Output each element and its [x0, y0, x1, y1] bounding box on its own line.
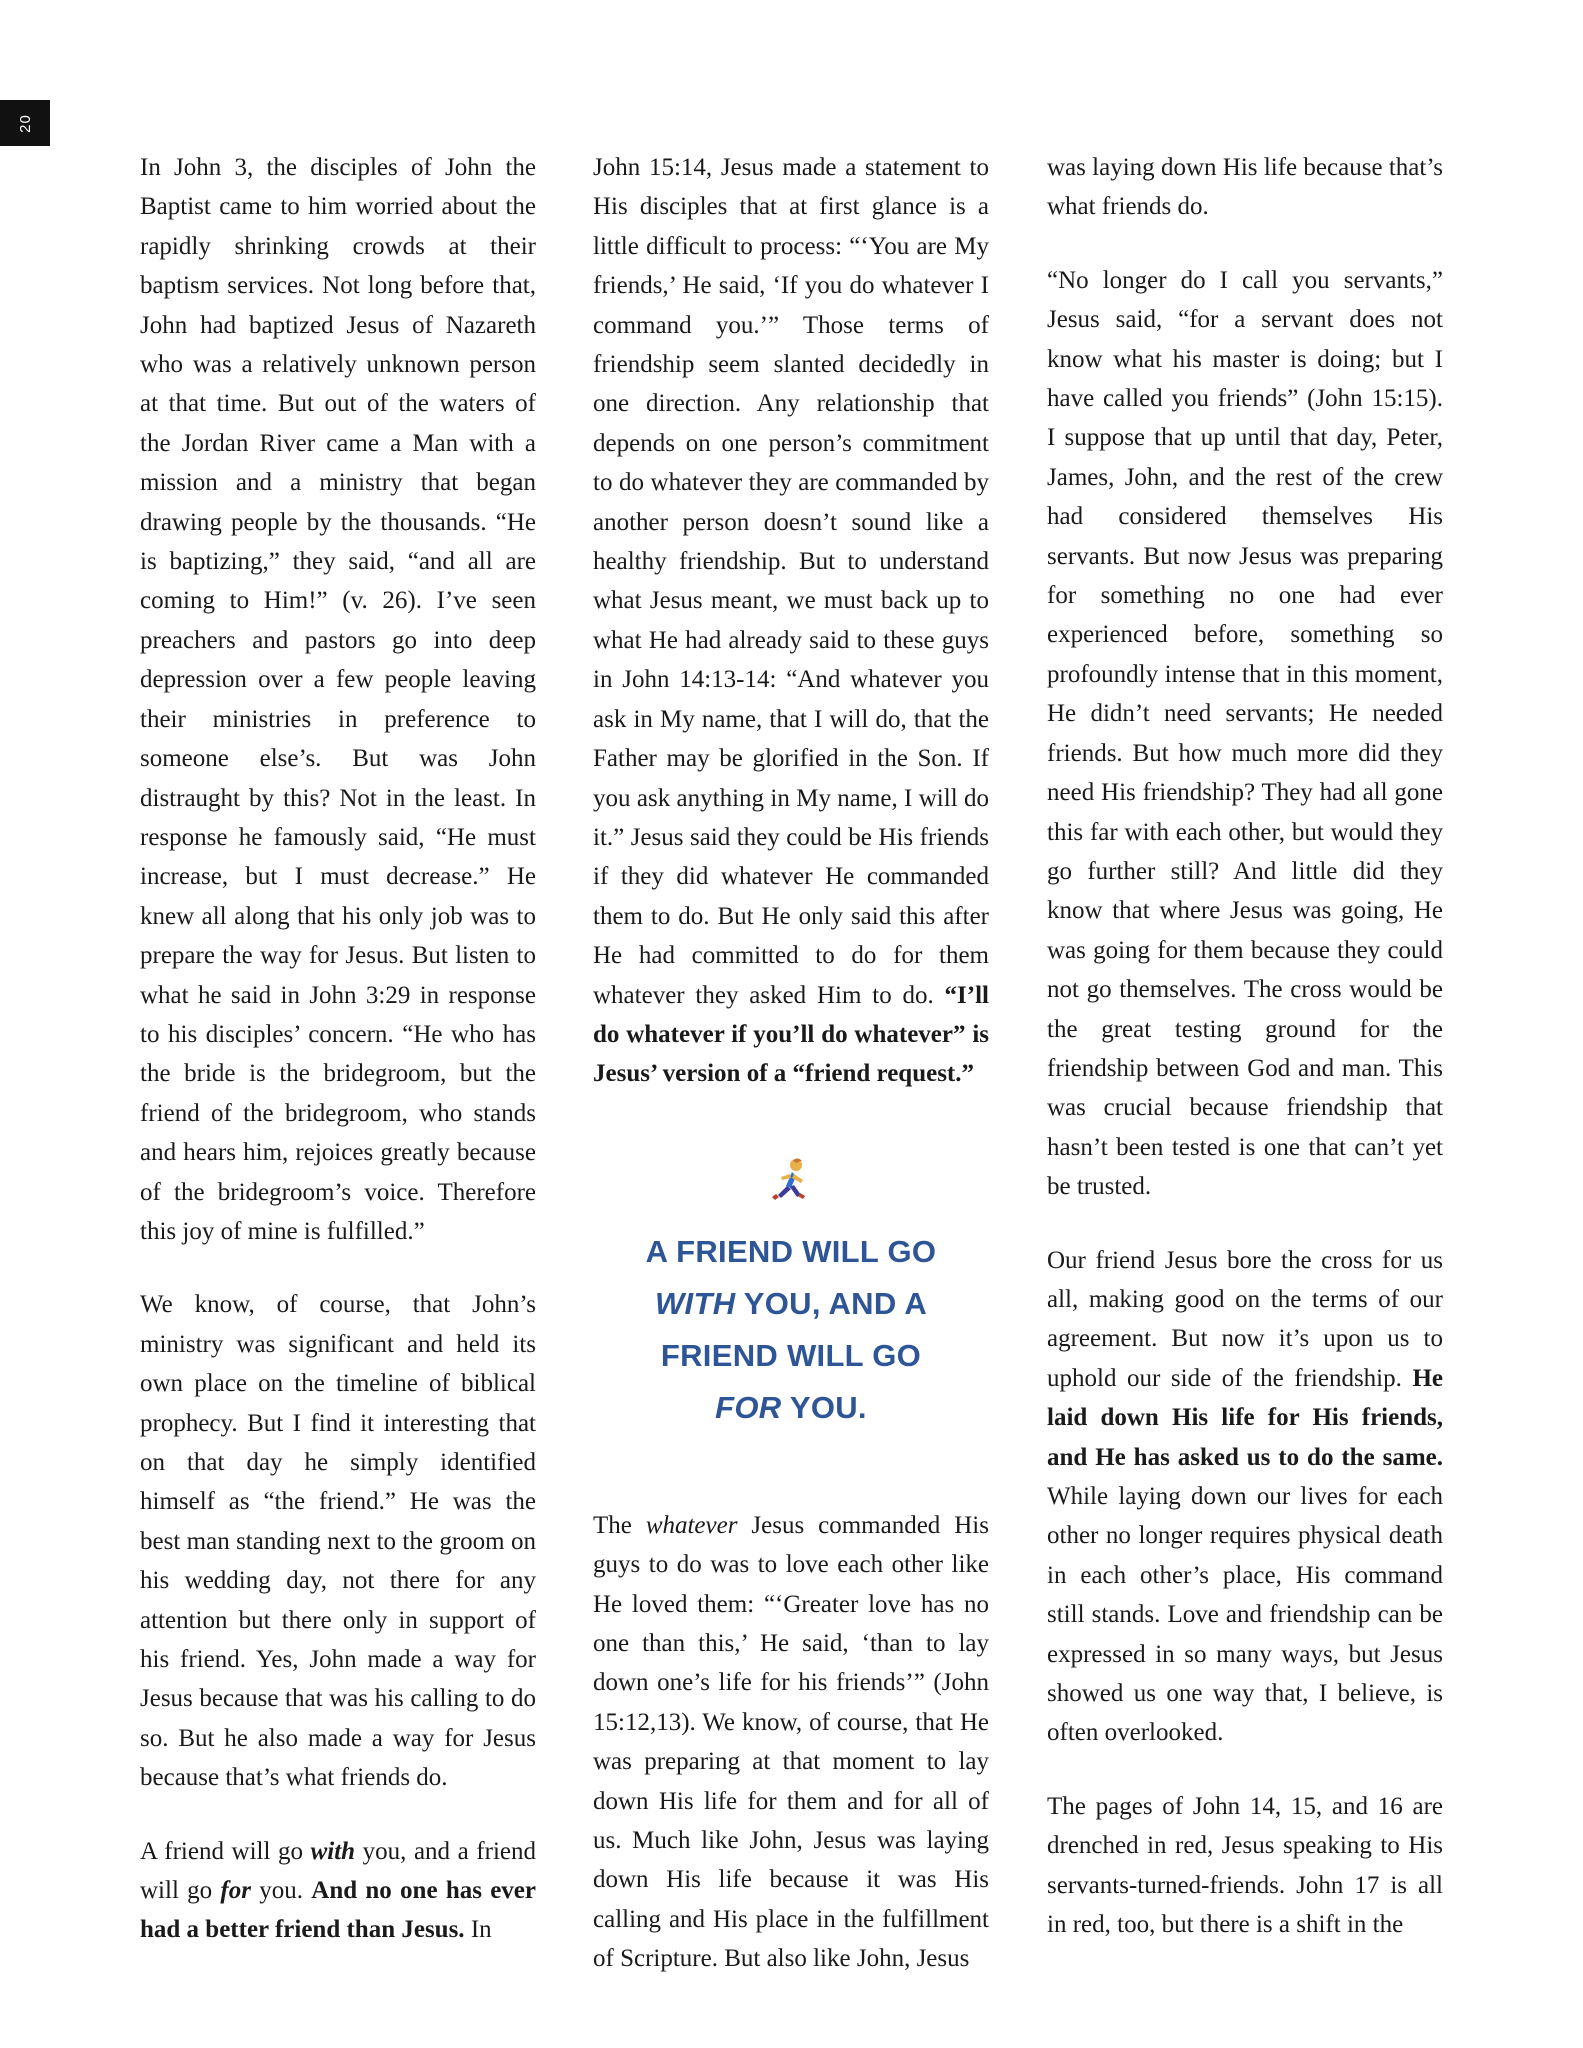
text-run: you. [250, 1877, 312, 1905]
pull-quote-emphasis: FOR [715, 1389, 782, 1425]
pull-quote-line [593, 1382, 989, 1434]
paragraph: In John 3, the disciples of John the Baptist came to him worried about the rapidly shrinking crowds at their baptism services. Not long before that, John had baptized Jesus of Nazareth who was a relatively unknown person at that time. But out of the waters of the Jordan River came a Man with a mission and a ministry that began drawing people by the thousands. “He is baptizing,” they said, “and all are coming to Him!” (v. 26). I’ve seen preachers and pastors go into deep depression over a few people leaving their ministries in preference to someone else’s. But was John distraught by this? Not in the least. In response he famously said, “He must increase, but I must decrease.” He knew all along that his only job was to prepare the way for Jesus. But listen to what he said in John 3:29 in response to his disciples’ concern. “He who has the bride is the bridegroom, but the friend of the bridegroom, who stands and hears him, rejoices greatly because of the bridegroom’s voice. Therefore this joy of mine is fulfilled.” [140, 154, 536, 1245]
page-number: 20 [16, 113, 34, 133]
pull-quote-line: FRIEND WILL GO [660, 1337, 922, 1373]
bold-statement: “I’ll do whatever if you’ll do whatever” is Jesus’ version of a “friend request.” [593, 981, 989, 1088]
pull-quote-line [593, 1278, 989, 1330]
paragraph [1047, 1241, 1443, 1753]
paragraph: was laying down His life because that’s what friends do. [1047, 154, 1443, 221]
pull-quote-text: YOU, AND A [735, 1285, 928, 1321]
text-run: In [464, 1916, 492, 1944]
paragraph [140, 1832, 536, 1950]
paragraph: We know, of course, that John’s ministry was significant and held its own place on the timeline of biblical prophecy. But I find it interesting that on that day he simply identified himself as “the friend.” He was the best man standing next to the groom on his wedding day, not there for any attention but there only in support of his friend. Yes, John made a way for Jesus because that was his calling to do so. But he also made a way for Jesus because that’s what friends do. [140, 1291, 536, 1792]
emphasis-with: with [310, 1837, 356, 1865]
bold-statement: And no one has ever had a better friend than Jesus. [140, 1877, 536, 1944]
page-number-tab [0, 100, 50, 146]
paragraph: “No longer do I call you servants,” Jesus said, “for a servant does not know what his master is doing; but I have called you friends” (John 15:15). I suppose that up until that day, Peter, James, John, and the rest of the crew had considered themselves His servants. But now Jesus was preparing for something no one had ever experienced before, something so profoundly intense that in this moment, He didn’t need servants; He needed friends. But how much more did they need His friendship? They had all gone this far with each other, but would they go further still? And little did they know that where Jesus was going, He was going for them because they could not go themselves. The cross would be the great testing ground for the friendship between God and man. This was crucial because friendship that hasn’t been tested is one that can’t yet be trusted. [1047, 266, 1443, 1201]
text-run: While laying down our lives for each other no longer requires physical death in each other’s place, His command still stands. Love and friendship can be expressed in so many ways, but Jesus showed us one way that, I believe, is often overlooked. [1047, 1483, 1443, 1747]
running-person-icon [766, 1156, 816, 1206]
pull-quote-line: A FRIEND WILL GO [645, 1233, 937, 1269]
text-run: A friend will go [140, 1837, 311, 1865]
column-middle [593, 148, 989, 1979]
column-left [140, 148, 536, 1950]
pull-quote-text: YOU. [781, 1389, 867, 1425]
bold-statement: He laid down His life for His friends, and He has asked us to do the same. [1047, 1364, 1443, 1471]
text-run: you, and a friend will go [140, 1837, 537, 1905]
pull-quote [593, 1156, 989, 1434]
text-run: Our friend Jesus bore the cross for us all, making good on the terms of our agreement. But now it’s upon us to uphold our side of the friendship. [1047, 1246, 1443, 1392]
text-run: John 15:14, Jesus made a statement to His disciples that at first glance is a little difficult to process: “‘You are My friends,’ He said, ‘If you do whatever I command you.’” Those terms of friendship seem slanted decidedly in one direction. Any relationship that depends on one person’s commitment to do whatever they are commanded by another person doesn’t sound like a healthy friendship. But to understand what Jesus meant, we must back up to what He had already said to these guys in John 14:13-14: “And whatever you ask in My name, that I will do, that the Father may be glorified in the Son. If you ask anything in My name, I will do it.” Jesus said they could be His friends if they did whatever He commanded them to do. But He only said this after He had committed to do for them whatever they asked Him to do. [593, 154, 989, 1009]
column-right [1047, 148, 1443, 1944]
paragraph: The pages of John 14, 15, and 16 are drenched in red, Jesus speaking to His servants-turned-friends. John 17 is all in red, too, but there is a shift in the [1047, 1792, 1443, 1939]
pull-quote-emphasis: WITH [654, 1285, 736, 1321]
paragraph [593, 148, 989, 1094]
emphasis-for: for [220, 1877, 251, 1905]
emphasis-whatever: whatever [645, 1511, 738, 1539]
text-run: The [593, 1511, 646, 1539]
text-run: Jesus commanded His guys to do was to love each other like He loved them: “‘Greater love has no one than this,’ He said, ‘than to lay down one’s life for his friends’” (John 15:12,13). We know, of course, that He was preparing at that moment to lay down His life for them and for all of us. Much like John, Jesus was laying down His life because it was His calling and His place in the fulfillment of Scripture. But also like John, Jesus [593, 1511, 989, 1973]
paragraph [593, 1506, 989, 1979]
